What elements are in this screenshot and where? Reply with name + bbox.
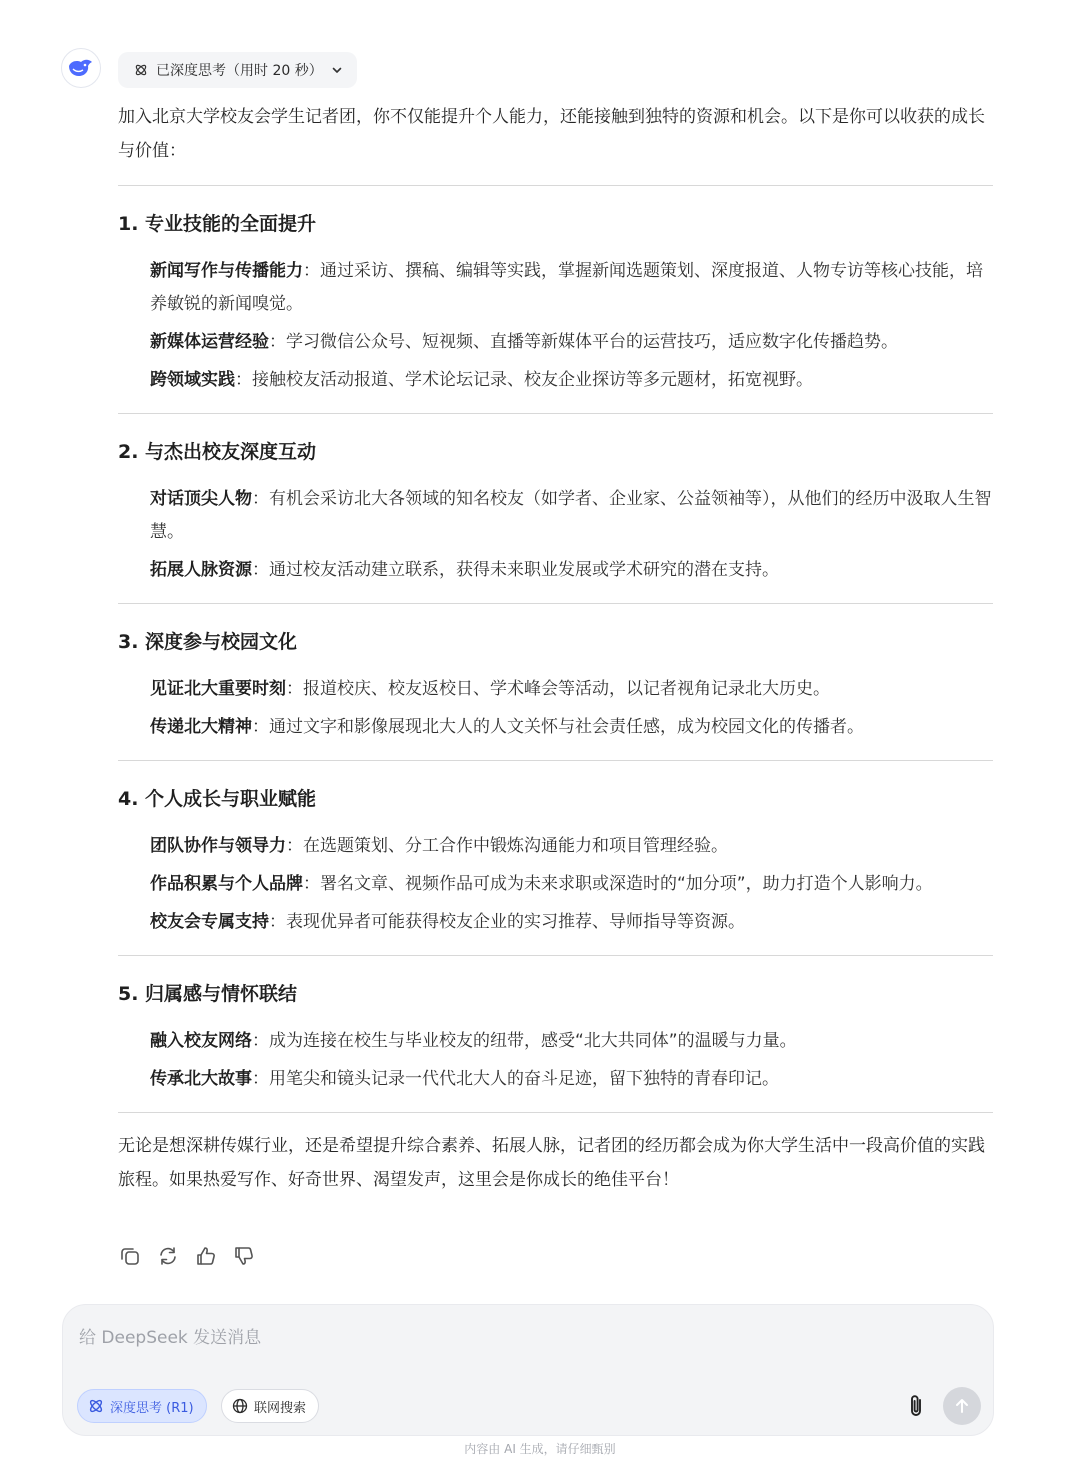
send-arrow-icon (953, 1397, 971, 1415)
item-label: 见证北大重要时刻 (150, 679, 286, 699)
message-composer (62, 1304, 994, 1436)
list-item (118, 906, 993, 939)
item-text: ：表现优异者可能获得校友企业的实习推荐、导师指导等资源。 (269, 912, 745, 932)
assistant-avatar (61, 48, 101, 88)
paperclip-icon (905, 1393, 927, 1419)
section-items (118, 1025, 993, 1096)
chevron-down-icon (331, 64, 343, 76)
item-text: ：接触校友活动报道、学术论坛记录、校友企业探访等多元题材，拓宽视野。 (235, 370, 813, 390)
divider (118, 955, 993, 956)
divider (118, 185, 993, 186)
list-item (118, 255, 993, 321)
thumbs-down-icon (233, 1245, 255, 1267)
item-text: ：通过文字和影像展现北大人的人文关怀与社会责任感，成为校园文化的传播者。 (252, 717, 864, 737)
section-items (118, 673, 993, 744)
item-label: 拓展人脉资源 (150, 560, 252, 580)
thumbs-up-button[interactable] (194, 1244, 218, 1268)
section-items (118, 483, 993, 587)
list-item (118, 1063, 993, 1096)
conclusion-paragraph: 无论是想深耕传媒行业，还是希望提升综合素养、拓展人脉，记者团的经历都会成为你大学生活中一段高价值的实践旅程。如果热爱写作、好奇世界、渴望发声，这里会是你成长的绝佳平台！ (118, 1136, 985, 1190)
item-text: ：成为连接在校生与毕业校友的纽带，感受“北大共同体”的温暖与力量。 (252, 1031, 797, 1051)
regenerate-icon (157, 1245, 179, 1267)
web-search-label: 联网搜索 (254, 1400, 307, 1416)
section-items (118, 255, 993, 397)
section-items (118, 830, 993, 939)
copy-icon (119, 1245, 141, 1267)
section-title: 4. 个人成长与职业赋能 (118, 788, 317, 810)
item-text: ：署名文章、视频作品可成为未来求职或深造时的“加分项”，助力打造个人影响力。 (303, 874, 933, 894)
think-duration-label: 已深度思考（用时 20 秒） (156, 63, 323, 79)
ai-disclaimer: 内容由 AI 生成，请仔细甄别 (464, 1442, 616, 1456)
deepseek-whale-icon (67, 57, 95, 79)
deep-think-label: 深度思考 (R1) (110, 1400, 194, 1416)
list-item (118, 483, 993, 549)
list-item (118, 554, 993, 587)
item-label: 跨领域实践 (150, 370, 235, 390)
assistant-message (118, 100, 993, 1197)
item-label: 团队协作与领导力 (150, 836, 286, 856)
message-actions (118, 1244, 256, 1268)
item-label: 校友会专属支持 (150, 912, 269, 932)
divider (118, 760, 993, 761)
globe-icon (232, 1398, 248, 1414)
web-search-button[interactable] (221, 1389, 319, 1423)
list-item (118, 1025, 993, 1058)
item-label: 作品积累与个人品牌 (150, 874, 303, 894)
deep-think-toggle[interactable] (118, 52, 357, 88)
copy-button[interactable] (118, 1244, 142, 1268)
section-title: 2. 与杰出校友深度互动 (118, 441, 317, 463)
send-button[interactable] (943, 1387, 981, 1425)
attach-button[interactable] (901, 1391, 931, 1421)
item-text: ：有机会采访北大各领域的知名校友（如学者、企业家、公益领袖等），从他们的经历中汲取人生智慧。 (150, 489, 992, 542)
list-item (118, 326, 993, 359)
atom-icon (88, 1398, 104, 1414)
item-label: 对话顶尖人物 (150, 489, 252, 509)
list-item (118, 830, 993, 863)
section-title: 1. 专业技能的全面提升 (118, 213, 317, 235)
item-label: 传递北大精神 (150, 717, 252, 737)
item-text: ：用笔尖和镜头记录一代代北大人的奋斗足迹，留下独特的青春印记。 (252, 1069, 779, 1089)
list-item (118, 711, 993, 744)
divider (118, 603, 993, 604)
thumbs-up-icon (195, 1245, 217, 1267)
item-text: ：通过校友活动建立联系，获得未来职业发展或学术研究的潜在支持。 (252, 560, 779, 580)
thumbs-down-button[interactable] (232, 1244, 256, 1268)
intro-paragraph: 加入北京大学校友会学生记者团，你不仅能提升个人能力，还能接触到独特的资源和机会。以下是你可以收获的成长与价值： (118, 107, 985, 161)
divider (118, 413, 993, 414)
regenerate-button[interactable] (156, 1244, 180, 1268)
message-input[interactable]: 给 DeepSeek 发送消息 (79, 1328, 262, 1348)
item-label: 融入校友网络 (150, 1031, 252, 1051)
item-label: 新闻写作与传播能力 (150, 261, 303, 281)
item-text: ：通过采访、撰稿、编辑等实践，掌握新闻选题策划、深度报道、人物专访等核心技能，培养敏锐的新闻嗅觉。 (150, 261, 983, 314)
section-title: 5. 归属感与情怀联结 (118, 983, 298, 1005)
atom-icon (134, 63, 148, 77)
item-text: ：报道校庆、校友返校日、学术峰会等活动，以记者视角记录北大历史。 (286, 679, 830, 699)
list-item (118, 364, 993, 397)
list-item (118, 868, 993, 901)
item-label: 传承北大故事 (150, 1069, 252, 1089)
item-label: 新媒体运营经验 (150, 332, 269, 352)
item-text: ：学习微信公众号、短视频、直播等新媒体平台的运营技巧，适应数字化传播趋势。 (269, 332, 898, 352)
list-item (118, 673, 993, 706)
section-title: 3. 深度参与校园文化 (118, 631, 298, 653)
divider (118, 1112, 993, 1113)
deep-think-button[interactable] (77, 1389, 207, 1423)
item-text: ：在选题策划、分工合作中锻炼沟通能力和项目管理经验。 (286, 836, 728, 856)
